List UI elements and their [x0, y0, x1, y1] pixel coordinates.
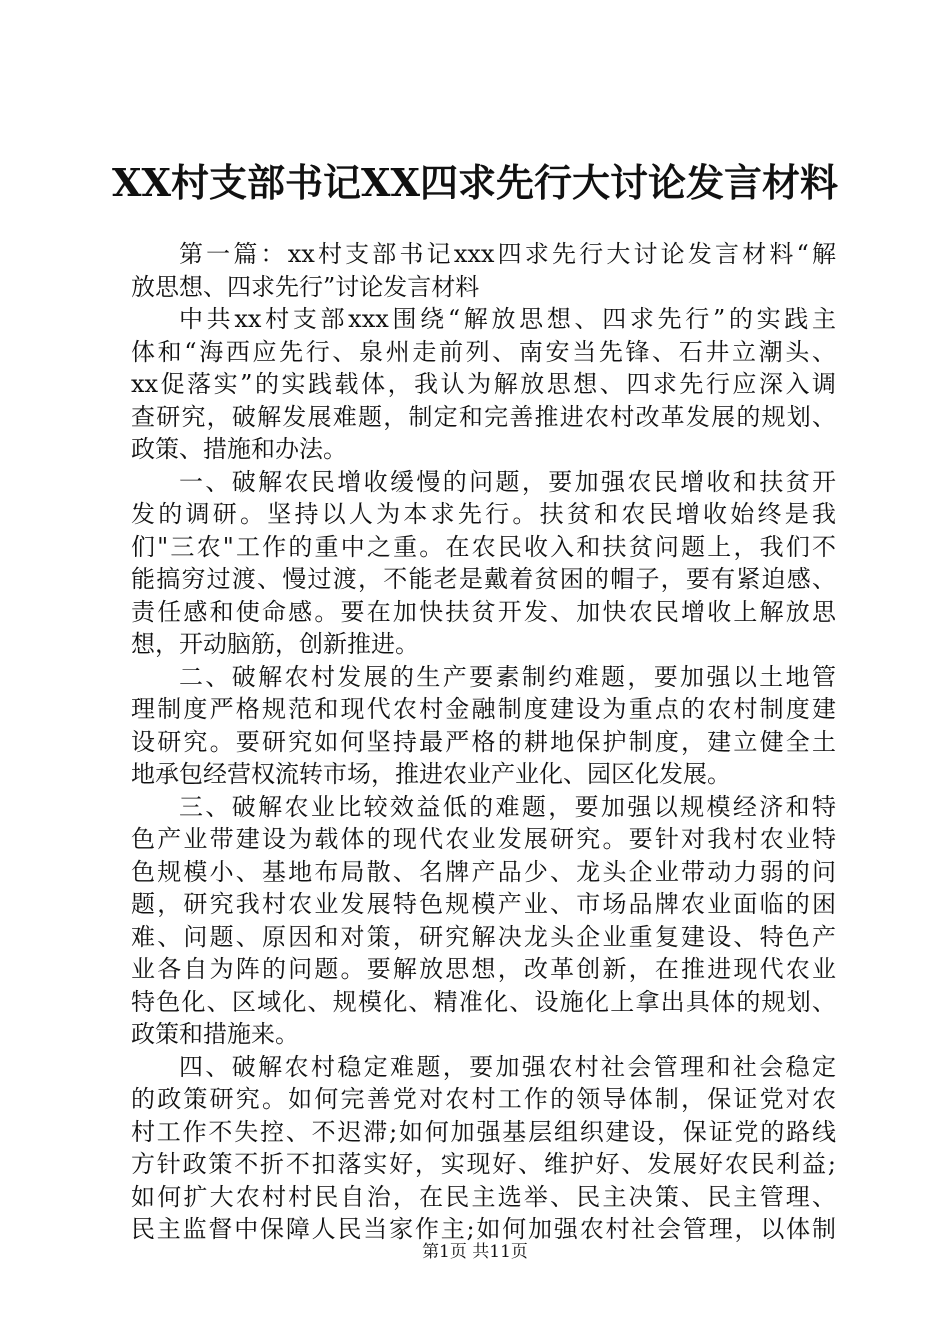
body-line: 政策和措施来。 — [131, 1020, 299, 1048]
body-line: 村工作不失控、不迟滞;如何加强基层组织建设，保证党的路线 — [131, 1117, 836, 1146]
body-line: 体和“海西应先行、泉州走前列、南安当先锋、石井立潮头、 — [131, 337, 836, 366]
body-line: 想，开动脑筋，创新推进。 — [131, 630, 419, 658]
body-line: 查研究，破解发展难题，制定和完善推进农村改革发展的规划、 — [131, 402, 836, 431]
body-line: 一、破解农民增收缓慢的问题，要加强农民增收和扶贫开 — [179, 467, 836, 496]
document-body — [131, 238, 836, 1246]
body-line: 三、破解农业比较效益低的难题，要加强以规模经济和特 — [179, 792, 836, 821]
body-line: 四、破解农村稳定难题，要加强农村社会管理和社会稳定 — [179, 1052, 836, 1081]
body-line: 的政策研究。如何完善党对农村工作的领导体制，保证党对农 — [131, 1085, 836, 1113]
body-line: 色规模小、基地布局散、名牌产品少、龙头企业带动力弱的问 — [131, 857, 836, 886]
body-line: 中共xx村支部xxx围绕“解放思想、四求先行”的实践主 — [179, 305, 836, 333]
body-line: 题，研究我村农业发展特色规模产业、市场品牌农业面临的困 — [131, 890, 836, 918]
body-line: xx促落实”的实践载体，我认为解放思想、四求先行应深入调 — [131, 370, 836, 398]
body-line: 二、破解农村发展的生产要素制约难题，要加强以土地管 — [179, 662, 836, 691]
page-number-footer: 第1页 共11页 — [422, 1242, 528, 1262]
body-line: 放思想、四求先行”讨论发言材料 — [131, 272, 480, 301]
body-line: 第一篇：xx村支部书记xxx四求先行大讨论发言材料“解 — [179, 240, 836, 268]
document-title: XX村支部书记XX四求先行大讨论发言材料 — [112, 160, 838, 205]
body-line: 理制度严格规范和现代农村金融制度建设为重点的农村制度建 — [131, 695, 836, 723]
body-line: 们"三农"工作的重中之重。在农民收入和扶贫问题上，我们不 — [131, 532, 836, 561]
body-line: 难、问题、原因和对策，研究解决龙头企业重复建设、特色产 — [131, 922, 836, 951]
body-line: 责任感和使命感。要在加快扶贫开发、加快农民增收上解放思 — [131, 597, 836, 626]
body-line: 能搞穷过渡、慢过渡，不能老是戴着贫困的帽子，要有紧迫感、 — [131, 565, 836, 593]
body-line: 地承包经营权流转市场，推进农业产业化、园区化发展。 — [131, 760, 731, 788]
body-line: 发的调研。坚持以人为本求先行。扶贫和农民增收始终是我 — [131, 500, 836, 528]
body-line: 业各自为阵的问题。要解放思想，改革创新，在推进现代农业 — [131, 955, 836, 983]
body-line: 特色化、区域化、规模化、精准化、设施化上拿出具体的规划、 — [131, 987, 836, 1016]
body-line: 色产业带建设为载体的现代农业发展研究。要针对我村农业特 — [131, 825, 836, 853]
body-line: 方针政策不折不扣落实好，实现好、维护好、发展好农民利益; — [131, 1150, 836, 1178]
body-line: 民主监督中保障人民当家作主;如何加强农村社会管理，以体制 — [131, 1215, 836, 1243]
body-line: 设研究。要研究如何坚持最严格的耕地保护制度，建立健全土 — [131, 727, 836, 756]
body-line: 如何扩大农村村民自治，在民主选举、民主决策、民主管理、 — [131, 1182, 836, 1211]
body-line: 政策、措施和办法。 — [131, 435, 347, 463]
